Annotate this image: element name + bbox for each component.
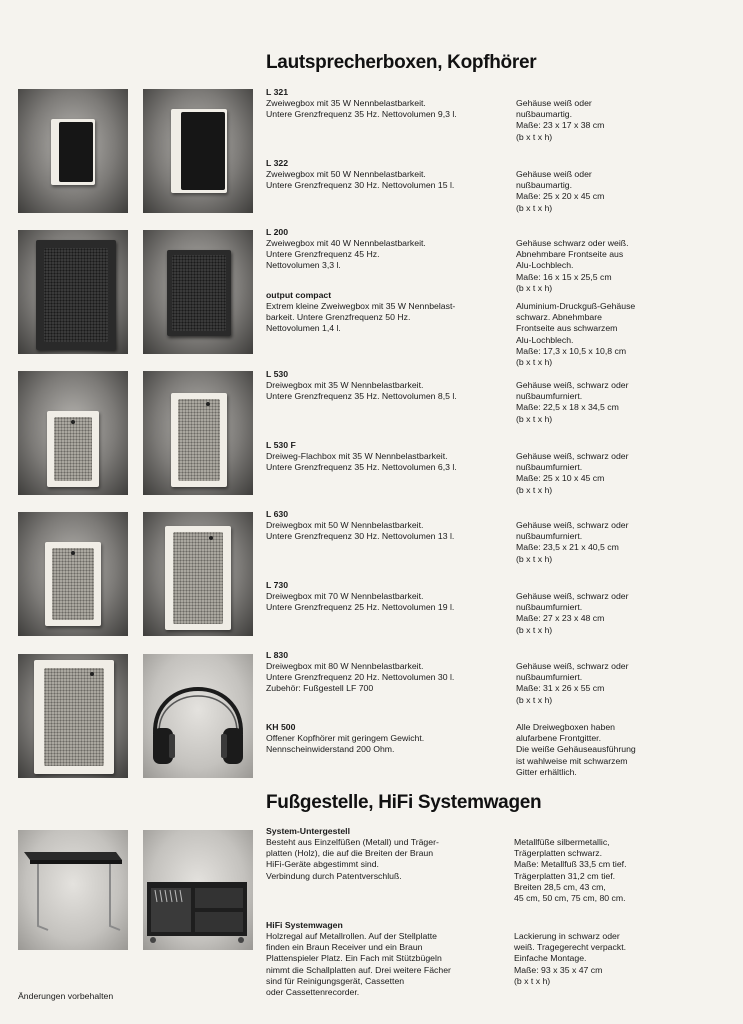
product-description: Dreiwegbox mit 35 W Nennbelastbarkeit. Untere Grenzfrequenz 35 Hz. Nettovolumen 8,5 l. [266, 380, 457, 402]
speaker-cabinet [171, 109, 227, 193]
speaker-front [59, 122, 93, 182]
headphones-icon [143, 654, 253, 778]
speaker-cabinet [47, 411, 99, 487]
speaker-cabinet [171, 393, 227, 487]
product-details: Gehäuse weiß, schwarz oder nußbaumfurniert. Maße: 23,5 x 21 x 40,5 cm (b x t x h) [516, 520, 629, 564]
photo-l830 [18, 654, 128, 778]
product-details: Alle Dreiwegboxen haben alufarbene Frontgitter. Die weiße Gehäuseausführung ist wahlweise mit schwarzem Gitter erhältlich. [516, 722, 636, 777]
product-name: L 830 [266, 650, 289, 660]
photo-l321-front [18, 89, 128, 213]
product-name: KH 500 [266, 722, 296, 732]
photo-hifi-systemwagen [143, 830, 253, 950]
product-details: Gehäuse schwarz oder weiß. Abnehmbare Frontseite aus Alu-Lochblech. Maße: 16 x 15 x 25,5 cm (b x t x h) [516, 238, 629, 293]
speaker-cabinet [36, 240, 116, 350]
product-details: Gehäuse weiß, schwarz oder nußbaumfurniert. Maße: 31 x 26 x 55 cm (b x t x h) [516, 661, 629, 705]
tweeter-dot [71, 551, 75, 555]
speaker-cabinet [34, 660, 114, 774]
photo-l200 [18, 230, 128, 354]
photo-kh500-headphones [143, 654, 253, 778]
speaker-grille [44, 248, 108, 342]
speaker-cabinet [45, 542, 101, 626]
tweeter-dot [71, 420, 75, 424]
photo-l322-front [143, 89, 253, 213]
product-description: Zweiwegbox mit 50 W Nennbelastbarkeit. Untere Grenzfrequenz 30 Hz. Nettovolumen 15 l. [266, 169, 455, 191]
cart-icon [143, 830, 253, 950]
product-name: System-Untergestell [266, 826, 351, 836]
speaker-grille [172, 255, 226, 331]
product-description: Dreiwegbox mit 70 W Nennbelastbarkeit. Untere Grenzfrequenz 25 Hz. Nettovolumen 19 l. [266, 591, 455, 613]
speaker-grille [44, 668, 104, 766]
product-details: Metallfüße silbermetallic, Trägerplatten schwarz. Maße: Metallfuß 33,5 cm tief. Trägerplatten 31,2 cm tief. Breiten 28,5 cm, 43 cm, 45 cm, 50 cm, 75 cm, 80 cm. [514, 837, 627, 904]
photo-l530 [18, 371, 128, 495]
product-name: L 530 F [266, 440, 296, 450]
speaker-grille [52, 548, 94, 620]
product-name: L 630 [266, 509, 289, 519]
section-heading-stands: Fußgestelle, HiFi Systemwagen [266, 792, 542, 813]
speaker-cabinet [51, 119, 95, 185]
product-name: L 321 [266, 87, 289, 97]
speaker-front [181, 112, 225, 190]
photo-l530f [143, 371, 253, 495]
product-details: Aluminium-Druckguß-Gehäuse schwarz. Abnehmbare Frontseite aus schwarzem Alu-Lochblech. Maße: 17,3 x 10,5 x 10,8 cm (b x t x h) [516, 301, 636, 368]
product-description: Dreiwegbox mit 50 W Nennbelastbarkeit. Untere Grenzfrequenz 30 Hz. Nettovolumen 13 l. [266, 520, 455, 542]
product-description: Zweiwegbox mit 35 W Nennbelastbarkeit. Untere Grenzfrequenz 35 Hz. Nettovolumen 9,3 l. [266, 98, 457, 120]
product-description: Extrem kleine Zweiwegbox mit 35 W Nennbelast- barkeit. Untere Grenzfrequenz 50 Hz. Nettovolumen 1,4 l. [266, 301, 456, 334]
product-name: L 530 [266, 369, 289, 379]
tweeter-dot [90, 672, 94, 676]
product-name: HiFi Systemwagen [266, 920, 343, 930]
product-description: Holzregal auf Metallrollen. Auf der Stellplatte finden ein Braun Receiver und ein Braun Plattenspieler Platz. Ein Fach mit Stützbügeln nimmt die Schallplatten auf. Drei weitere Fächer sind für Reinigungsgerät, Cassetten oder Cassettenrecorder. [266, 931, 451, 998]
photo-system-untergestell [18, 830, 128, 950]
product-name: L 322 [266, 158, 289, 168]
product-description: Offener Kopfhörer mit geringem Gewicht. Nennscheinwiderstand 200 Ohm. [266, 733, 425, 755]
photo-l730 [143, 512, 253, 636]
product-description: Dreiweg-Flachbox mit 35 W Nennbelastbarkeit. Untere Grenzfrequenz 35 Hz. Nettovolumen 6,3 l. [266, 451, 457, 473]
photo-output-compact [143, 230, 253, 354]
product-details: Gehäuse weiß oder nußbaumartig. Maße: 25 x 20 x 45 cm (b x t x h) [516, 169, 605, 213]
product-details: Gehäuse weiß, schwarz oder nußbaumfurniert. Maße: 25 x 10 x 45 cm (b x t x h) [516, 451, 629, 495]
tweeter-dot [209, 536, 213, 540]
product-description: Dreiwegbox mit 80 W Nennbelastbarkeit. Untere Grenzfrequenz 20 Hz. Nettovolumen 30 l. Zubehör: Fußgestell LF 700 [266, 661, 455, 694]
product-details: Gehäuse weiß, schwarz oder nußbaumfurniert. Maße: 27 x 23 x 48 cm (b x t x h) [516, 591, 629, 635]
product-description: Zweiwegbox mit 40 W Nennbelastbarkeit. Untere Grenzfrequenz 45 Hz. Nettovolumen 3,3 l. [266, 238, 426, 271]
product-details: Lackierung in schwarz oder weiß. Tragegerecht verpackt. Einfache Montage. Maße: 93 x 35 x 47 cm (b x t x h) [514, 931, 627, 986]
product-description: Besteht aus Einzelfüßen (Metall) und Träger- platten (Holz), die auf die Breiten der Braun HiFi-Geräte abgestimmt sind. Verbindung durch Patentverschluß. [266, 837, 439, 881]
speaker-cabinet [167, 250, 231, 336]
speaker-grille [54, 417, 92, 481]
photo-l630 [18, 512, 128, 636]
product-details: Gehäuse weiß, schwarz oder nußbaumfurniert. Maße: 22,5 x 18 x 34,5 cm (b x t x h) [516, 380, 629, 424]
speaker-grille [178, 399, 220, 481]
speaker-grille [173, 532, 223, 624]
product-name: L 730 [266, 580, 289, 590]
speaker-cabinet [165, 526, 231, 630]
product-name: L 200 [266, 227, 289, 237]
section-heading-speakers: Lautsprecherboxen, Kopfhörer [266, 52, 537, 73]
product-details: Gehäuse weiß oder nußbaumartig. Maße: 23 x 17 x 38 cm (b x t x h) [516, 98, 605, 142]
tweeter-dot [206, 402, 210, 406]
product-name: output compact [266, 290, 332, 300]
stand-icon [18, 830, 128, 950]
footer-note: Änderungen vorbehalten [18, 991, 114, 1001]
